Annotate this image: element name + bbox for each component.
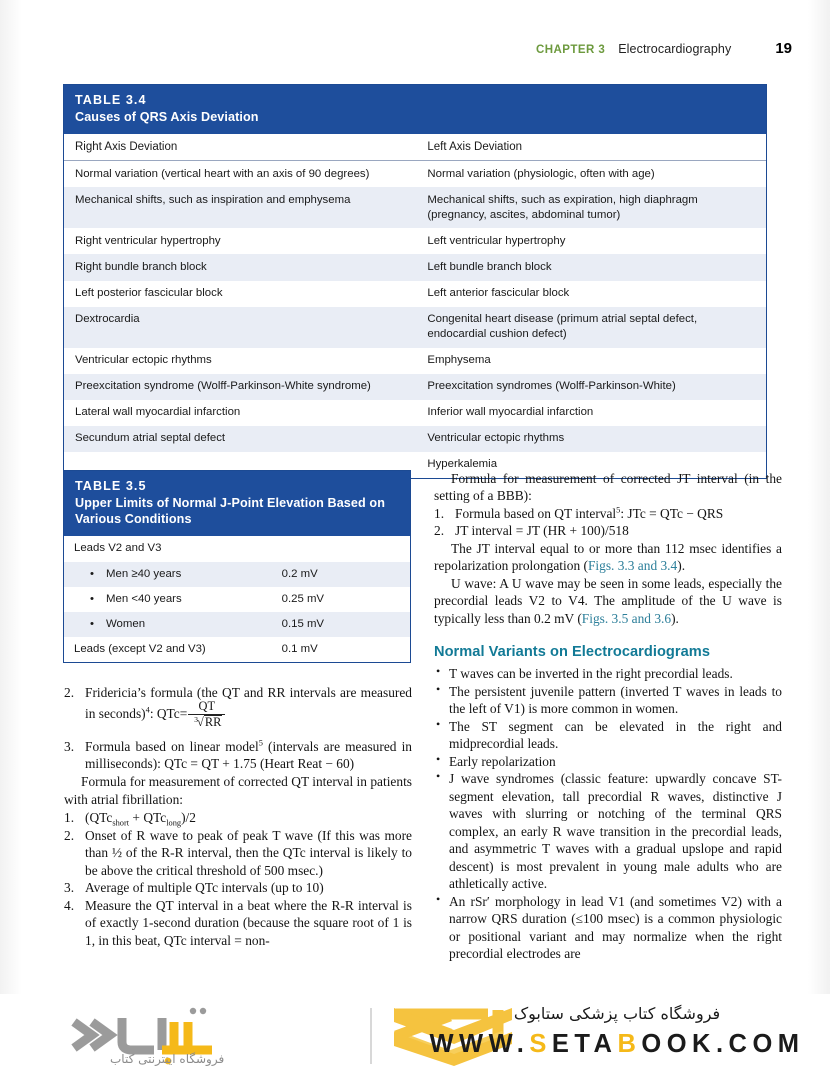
qtc-long-sub: long xyxy=(166,819,182,829)
table-cell: Congenital heart disease (primum atrial septal defect, endocardial cushion defect) xyxy=(416,307,766,348)
table-3-4 xyxy=(63,84,767,479)
table-cell-value: 0.1 mV xyxy=(272,637,410,662)
bullet-text: Early repolarization xyxy=(449,753,556,769)
afib-item4-text: Measure the QT interval in a beat where the R-R interval is of exactly 1-second duration (because the square root of 1 is 1, in this beat, QTc interval = non- xyxy=(85,897,412,948)
table-row xyxy=(64,254,766,280)
table-row xyxy=(64,374,766,400)
jt-item2: JT interval = JT (HR + 100)/518 xyxy=(455,523,629,539)
table-cell-value xyxy=(272,536,410,561)
table-cell: Right ventricular hypertrophy xyxy=(64,228,416,254)
table-cell: Mechanical shifts, such as inspiration and emphysema xyxy=(64,187,416,228)
bullet-icon: • xyxy=(436,664,441,679)
list-item xyxy=(434,718,782,753)
footer-watermark xyxy=(0,994,830,1080)
qtc-long-base: QTc xyxy=(143,810,167,826)
bullet-icon: • xyxy=(90,617,94,630)
table-cell: Lateral wall myocardial infarction xyxy=(64,400,416,426)
table-cell-label xyxy=(64,562,272,587)
table-cell: Normal variation (physiologic, often with age) xyxy=(416,161,766,188)
table-3-5-caption: Upper Limits of Normal J-Point Elevation Based on Various Conditions xyxy=(75,495,385,527)
table-row xyxy=(64,281,766,307)
right-text-column xyxy=(434,470,782,963)
fraction-denominator xyxy=(188,714,225,729)
table-row xyxy=(64,228,766,254)
footer-right-brand xyxy=(422,1004,812,1059)
figure-reference-link[interactable]: Figs. 3.5 and 3.6 xyxy=(581,610,672,626)
bullet-text: T waves can be inverted in the right precordial leads. xyxy=(449,666,733,682)
list-item xyxy=(434,522,782,539)
running-head xyxy=(0,40,830,57)
bullet-icon: • xyxy=(436,681,441,696)
list-item xyxy=(434,505,782,522)
list-item xyxy=(64,738,412,773)
table-cell-label: Leads V2 and V3 xyxy=(64,536,272,561)
table-cell-label-text: Men ≥40 years xyxy=(106,567,182,580)
afib-item1-mid: + xyxy=(129,810,144,826)
table-cell-label: Leads (except V2 and V3) xyxy=(64,637,272,662)
bullet-icon: • xyxy=(90,592,94,605)
cube-root xyxy=(191,715,222,729)
table-cell: Ventricular ectopic rhythms xyxy=(416,426,766,452)
table-3-5-grid xyxy=(64,536,410,661)
bullet-icon: • xyxy=(436,716,441,731)
root-body: RR xyxy=(204,714,222,729)
table-3-4-header xyxy=(64,85,766,134)
url-part-eta: ETA xyxy=(551,1030,618,1058)
afib-item3-text: Average of multiple QTc intervals (up to 10) xyxy=(85,880,324,896)
para-jt-threshold xyxy=(434,540,782,575)
table-cell: Mechanical shifts, such as expiration, high diaphragm (pregnancy, ascites, abdominal tumor) xyxy=(416,187,766,228)
table-cell-value: 0.2 mV xyxy=(272,562,410,587)
bullet-icon: • xyxy=(436,751,441,766)
bullet-icon: • xyxy=(436,769,441,784)
table-3-5 xyxy=(63,470,411,663)
fraction-numerator: QT xyxy=(198,699,216,714)
jt-item1-b: : JTc = QTc − QRS xyxy=(620,505,724,521)
list-marker: 2. xyxy=(434,523,445,539)
list-item xyxy=(434,753,782,770)
list-item xyxy=(434,893,782,963)
left-text-column xyxy=(64,684,412,949)
footer-divider xyxy=(370,1008,372,1064)
qtc-formula-list xyxy=(64,684,412,772)
bullet-icon: • xyxy=(436,891,441,906)
list-item xyxy=(64,879,412,896)
url-part-ookcom: OOK.COM xyxy=(641,1030,805,1058)
url-part-www: WWW. xyxy=(429,1030,530,1058)
afib-item1-open: ( xyxy=(85,810,90,826)
page-number: 19 xyxy=(775,40,792,57)
table-row xyxy=(64,637,410,662)
footnote-ref-5: 5 xyxy=(616,505,621,515)
table-row xyxy=(64,426,766,452)
table-column-header: Right Axis Deviation xyxy=(64,134,416,161)
table-cell: Left bundle branch block xyxy=(416,254,766,280)
table-cell: Right bundle branch block xyxy=(64,254,416,280)
running-head-chapter: CHAPTER 3 xyxy=(536,44,606,56)
table-column-header: Left Axis Deviation xyxy=(416,134,766,161)
table-3-4-caption: Causes of QRS Axis Deviation xyxy=(75,109,259,124)
table-row xyxy=(64,161,766,188)
para-u-wave xyxy=(434,575,782,627)
footnote-ref-4: 4 xyxy=(145,706,150,716)
table-cell-label-text: Women xyxy=(106,617,146,630)
table-cell: Ventricular ectopic rhythms xyxy=(64,348,416,374)
table-row xyxy=(64,612,410,637)
list-marker: 2. xyxy=(64,827,75,843)
bullet-icon: • xyxy=(90,567,94,580)
table-row xyxy=(64,348,766,374)
list-item xyxy=(64,809,412,829)
item2-text-b: : QTc= xyxy=(149,706,188,722)
list-marker: 1. xyxy=(434,505,445,521)
table-row xyxy=(64,562,410,587)
footer-url[interactable] xyxy=(422,1030,812,1059)
table-cell: Secundum atrial septal defect xyxy=(64,426,416,452)
bullet-text: The persistent juvenile pattern (inverted T waves in leads to the left of V1) is more common in women. xyxy=(449,683,782,717)
table-row xyxy=(64,134,766,161)
list-marker: 3. xyxy=(64,738,75,754)
section-heading-normal-variants: Normal Variants on Electrocardiograms xyxy=(434,644,710,661)
url-part-s: S xyxy=(529,1030,552,1058)
table-cell: Left anterior fascicular block xyxy=(416,281,766,307)
table-cell-label xyxy=(64,612,272,637)
list-marker: 4. xyxy=(64,897,75,913)
list-marker: 1. xyxy=(64,810,75,826)
footnote-ref-5: 5 xyxy=(258,738,263,748)
qtc-short-base: QTc xyxy=(89,810,113,826)
list-item xyxy=(434,665,782,682)
jt-formula-list xyxy=(434,505,782,540)
table-cell: Inferior wall myocardial infarction xyxy=(416,400,766,426)
item2-text-a: Fridericia’s formula (the QT and RR intervals are measured in seconds) xyxy=(85,685,412,722)
bullet-text: J wave syndromes (classic feature: upwardly concave ST-segment elevation, tall precordial R waves, distinctive J waves with slurring or notching of the terminal QRS complex, an early R wave transition in the precordial leads, and asymmetric T waves with a gradual upslope and rapid descent) is most prevalent in young male adults who are athletically active. xyxy=(449,771,782,892)
table-cell: Preexcitation syndromes (Wolff-Parkinson-White) xyxy=(416,374,766,400)
para-u-wave-b: ). xyxy=(671,610,679,626)
table-cell: Hyperkalemia xyxy=(416,452,766,478)
table-cell: Dextrocardia xyxy=(64,307,416,348)
url-part-b: B xyxy=(617,1030,642,1058)
table-cell: Left ventricular hypertrophy xyxy=(416,228,766,254)
list-item xyxy=(64,684,412,730)
root-index: 3 xyxy=(194,714,198,724)
footer-tagline-farsi: فروشگاه کتاب پزشکی ستابوک xyxy=(513,1004,721,1023)
table-cell: Preexcitation syndrome (Wolff-Parkinson-White syndrome) xyxy=(64,374,416,400)
bullet-text: An rSr′ morphology in lead V1 (and sometimes V2) with a narrow QRS duration (≤100 msec) is a common physiologic or positional variant and may normalize when the right precordial electrodes are xyxy=(449,893,782,962)
fraction-qt-over-cuberoot-rr xyxy=(188,700,225,728)
para-jt-threshold-b: ). xyxy=(677,558,686,574)
list-item xyxy=(64,827,412,879)
table-row xyxy=(64,587,410,612)
table-3-5-header xyxy=(64,471,410,536)
para-jt-formula: Formula for measurement of corrected JT interval (in the setting of a BBB): xyxy=(434,471,782,504)
qtc-short-sub: short xyxy=(112,819,130,829)
para-jt-threshold-a: The JT interval equal to or more than 112 msec identifies a repolarization prolongation ( xyxy=(434,540,782,574)
table-cell-value: 0.25 mV xyxy=(272,587,410,612)
bullet-text: The ST segment can be elevated in the right and midprecordial leads. xyxy=(449,718,782,752)
table-3-4-number: TABLE 3.4 xyxy=(75,93,147,107)
list-marker: 3. xyxy=(64,880,75,896)
item3-text-a: Formula based on linear model xyxy=(85,738,259,754)
running-head-title: Electrocardiography xyxy=(618,42,732,56)
list-marker: 2. xyxy=(64,685,75,700)
normal-variants-bullet-list xyxy=(434,665,782,962)
table-row xyxy=(64,400,766,426)
footer-brand-farsi: فروشگاه اینترنتی کتاب xyxy=(110,1052,225,1066)
table-row xyxy=(64,307,766,348)
list-item xyxy=(434,683,782,718)
figure-reference-link[interactable]: Figs. 3.3 and 3.4 xyxy=(587,558,678,574)
table-cell-label-text: Men <40 years xyxy=(106,592,182,605)
list-item xyxy=(64,897,412,949)
afib-qtc-list xyxy=(64,809,412,949)
table-row xyxy=(64,536,410,561)
table-row xyxy=(64,187,766,228)
item3-text-b: (intervals are measured in milliseconds): QTc = QT + 1.75 (Heart Reat − 60) xyxy=(85,738,412,771)
afib-item2-text: Onset of R wave to peak of peak T wave (If this was more than ½ of the R-R interval, then the QTc interval is likely to be above the critical threshold of 500 msec.) xyxy=(85,827,412,878)
jt-item1-a: Formula based on QT interval xyxy=(455,505,617,521)
footer-left-logo xyxy=(58,1002,418,1074)
table-cell: Normal variation (vertical heart with an axis of 90 degrees) xyxy=(64,161,416,188)
para-qt-afib: Formula for measurement of corrected QT interval in patients with atrial fibrillation: xyxy=(64,774,412,807)
afib-item1-close: )/2 xyxy=(181,810,196,826)
radical-sign: √ xyxy=(197,714,204,729)
table-3-5-number: TABLE 3.5 xyxy=(75,479,147,493)
para-u-wave-a: U wave: A U wave may be seen in some leads, especially the precordial leads V2 to V4. The amplitude of the U wave is typically less than 0.2 mV ( xyxy=(434,575,782,626)
table-cell: Left posterior fascicular block xyxy=(64,281,416,307)
table-cell-label xyxy=(64,587,272,612)
list-item xyxy=(434,770,782,892)
table-cell: Emphysema xyxy=(416,348,766,374)
table-cell-value: 0.15 mV xyxy=(272,612,410,637)
table-3-4-grid xyxy=(64,134,766,478)
